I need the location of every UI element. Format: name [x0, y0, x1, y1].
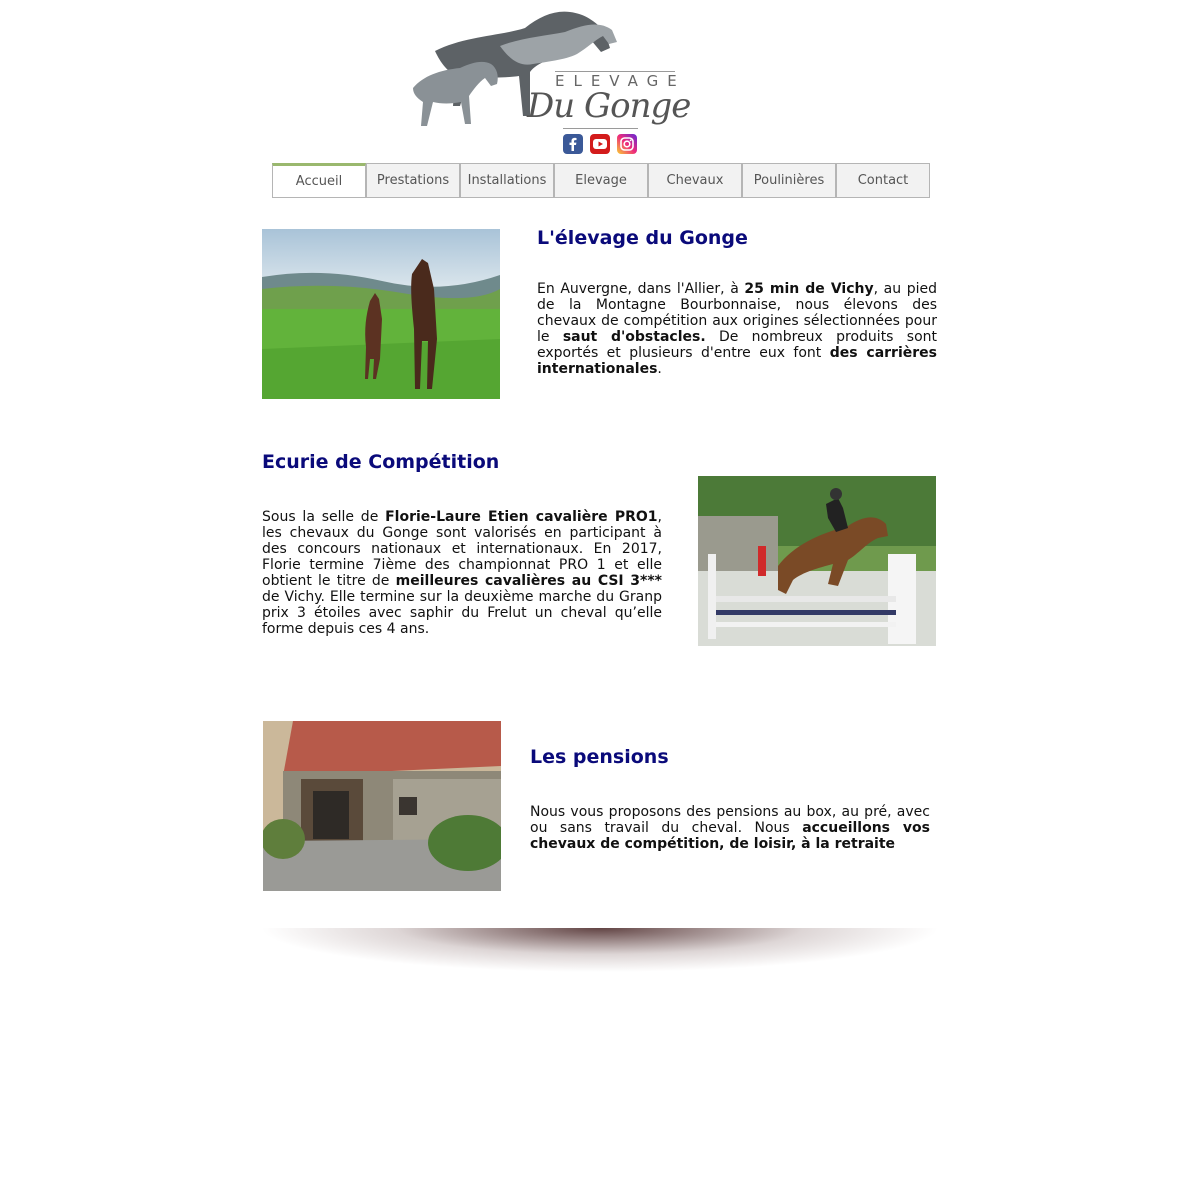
footer-shadow-divider: [262, 928, 938, 972]
bold-span: meilleures cavalières au CSI 3***: [395, 573, 662, 589]
section-title-pensions: Les pensions: [530, 746, 669, 768]
photo-stable-building: [263, 721, 501, 891]
bold-span: des carrières internationales: [537, 345, 937, 377]
nav-tab-contact[interactable]: Contact: [836, 163, 930, 198]
logo-name-text: Du Gonge: [527, 86, 691, 126]
text-span: En Auvergne, dans l'Allier, à: [537, 281, 745, 297]
text-span: Nous vous proposons des pensions au box, au pré, avec ou sans travail du cheval. Nous: [530, 804, 930, 836]
facebook-icon[interactable]: [563, 134, 583, 154]
social-links: [563, 134, 637, 154]
nav-tab-prestations[interactable]: Prestations: [366, 163, 460, 198]
section-title-ecurie: Ecurie de Compétition: [262, 451, 500, 473]
section-text-ecurie: [262, 509, 662, 637]
bold-span: Florie-Laure Etien cavalière PRO1: [385, 509, 658, 525]
section-text-pensions: [530, 804, 930, 852]
instagram-icon[interactable]: [617, 134, 637, 154]
text-span: de Vichy. Elle termine sur la deuxième marche du Granp prix 3 étoiles avec saphir du Frelut un cheval qu’elle forme depuis ces 4 ans.: [262, 589, 662, 637]
photo-mare-and-foal: [262, 229, 500, 399]
text-span: De nombreux produits sont exportés et plusieurs d'entre eux font: [537, 329, 938, 361]
logo-elevage-text: ELEVAGE: [555, 72, 686, 90]
youtube-icon[interactable]: [590, 134, 610, 154]
nav-tab-poulinieres[interactable]: Poulinières: [742, 163, 836, 198]
section-title-elevage: L'élevage du Gonge: [537, 227, 748, 249]
bold-span: accueillons vos chevaux de compétition, de loisir, à la retraite: [530, 820, 930, 852]
section-text-elevage: [537, 281, 937, 377]
photo-show-jumping: [698, 476, 936, 646]
bold-span: saut d'obstacles.: [562, 329, 706, 345]
text-span: , les chevaux du Gonge sont valorisés en participant à des concours nationaux et internationaux. En 2017, Florie termine 7ième des championnat PRO 1 et elle obtient le titre de: [262, 509, 662, 589]
text-span: , au pied de la Montagne Bourbonnaise, nous élevons des chevaux de compétition aux origines sélectionnées pour le: [537, 281, 937, 345]
logo-rule-bottom: [563, 128, 638, 129]
nav-tab-chevaux[interactable]: Chevaux: [648, 163, 742, 198]
text-span: .: [657, 361, 662, 377]
text-span: Sous la selle de: [262, 509, 386, 525]
nav-tab-elevage[interactable]: Elevage: [554, 163, 648, 198]
nav-tab-accueil[interactable]: Accueil: [272, 163, 366, 198]
main-nav: [272, 163, 930, 198]
site-logo[interactable]: [405, 6, 691, 132]
nav-tab-installations[interactable]: Installations: [460, 163, 554, 198]
bold-span: 25 min de Vichy: [744, 281, 874, 297]
